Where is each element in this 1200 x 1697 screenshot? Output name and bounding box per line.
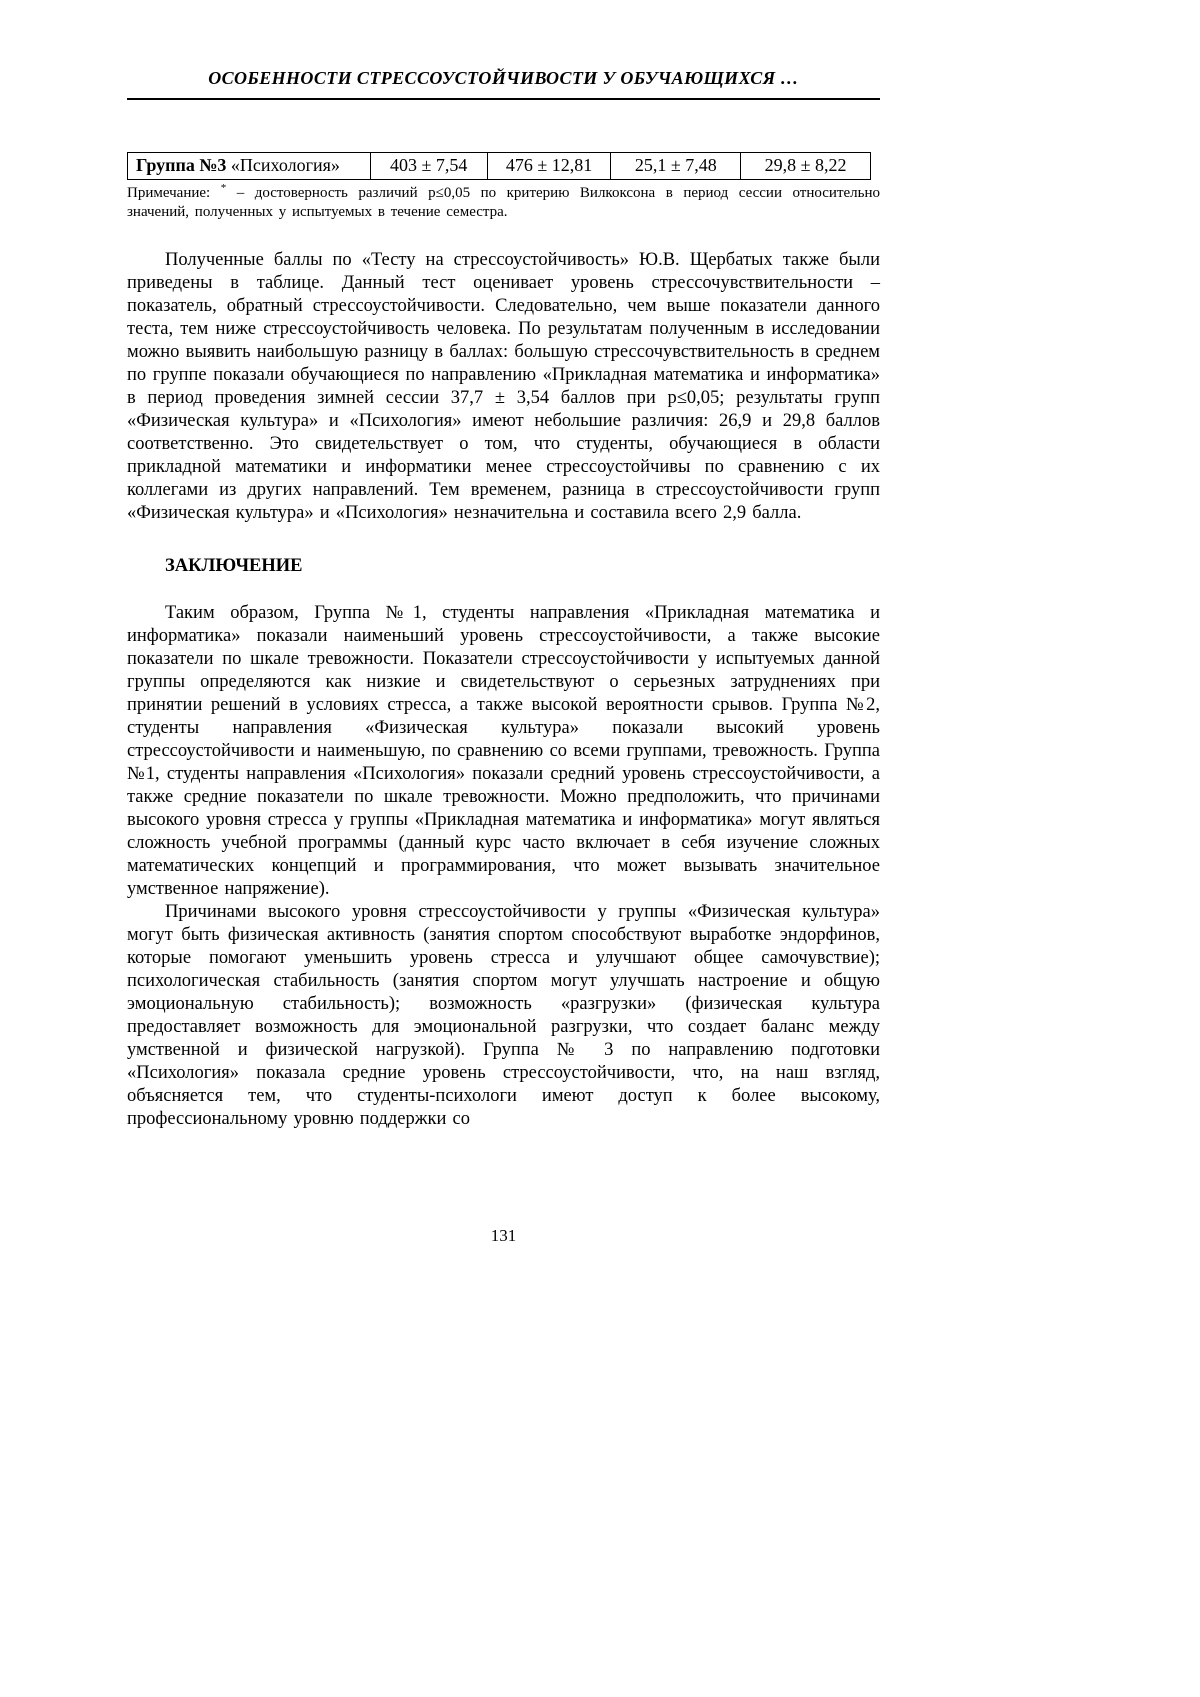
table-cell-group xyxy=(128,153,371,180)
table-cell-value: 29,8 ± 8,22 xyxy=(741,153,871,180)
running-head xyxy=(127,68,880,100)
note-text: – достоверность различий p≤0,05 по критерию Вилкоксона в период сессии относительно значений, полученных у испытуемых в течение семестра. xyxy=(127,185,881,220)
paragraph: Причинами высокого уровня стрессоустойчивости у группы «Физическая культура» могут быть физическая активность (занятия спортом способствуют выработке эндорфинов, которые помогают уменьшить уровень стресса и улучшают общее самочувствие); психологическая стабильность (занятия спортом могут улучшать настроение и общую эмоциональную стабильность); возможность «разгрузки» (физическая культура предоставляет возможность для эмоциональной разгрузки, что создает баланс между умственной и физической нагрузкой). Группа № 3 по направлению подготовки «Психология» показала средние уровень стрессоустойчивости, что, на наш взгляд, объясняется тем, что студенты-психологи имеют доступ к более высокому, профессиональному уровню поддержки со xyxy=(127,902,880,1129)
section-heading: ЗАКЛЮЧЕНИЕ xyxy=(165,556,303,576)
body-text xyxy=(127,249,880,1131)
note-asterisk: * xyxy=(220,182,227,194)
page-number: 131 xyxy=(490,1226,517,1245)
table-cell-value: 403 ± 7,54 xyxy=(370,153,487,180)
paragraph: Полученные баллы по «Тесту на стрессоустойчивость» Ю.В. Щербатых также были приведены в таблице. Данный тест оценивает уровень стрессочувствительности – показатель, обратный стрессоустойчивости. Следовательно, чем выше показатели данного теста, тем ниже стрессоустойчивость человека. По результатам полученным в исследовании можно выявить наибольшую разницу в баллах: большую стрессочувствительность в среднем по группе показали обучающиеся по направлению «Прикладная математика и информатика» в период проведения зимней сессии 37,7 ± 3,54 баллов при p≤0,05; результаты групп «Физическая культура» и «Психология» имеют небольшие различия: 26,9 и 29,8 баллов соответственно. Это свидетельствует о том, что студенты, обучающиеся в области прикладной математики и информатики менее стрессоустойчивы по сравнению с их коллегами из других направлений. Тем временем, разница в стрессоустойчивости групп «Физическая культура» и «Психология» незначительна и составила всего 2,9 балла. xyxy=(127,250,880,523)
note-label: Примечание: xyxy=(127,185,211,201)
page-content xyxy=(127,68,880,1131)
table-row xyxy=(128,153,871,180)
table-cell-value: 476 ± 12,81 xyxy=(487,153,611,180)
table-note xyxy=(127,184,880,222)
table-cell-value: 25,1 ± 7,48 xyxy=(611,153,741,180)
paragraph: Таким образом, Группа №1, студенты направления «Прикладная математика и информатика» показали наименьший уровень стрессоустойчивости, а также высокие показатели по шкале тревожности. Показатели стрессоустойчивости у испытуемых данной группы определяются как низкие и свидетельствуют о серьезных затруднениях при принятии решений в условиях стресса, а также высокой вероятности срывов. Группа №2, студенты направления «Физическая культура» показали высокий уровень стрессоустойчивости и наименьшую, по сравнению со всеми группами, тревожность. Группа №1, студенты направления «Психология» показали средний уровень стрессоустойчивости, а также средние показатели по шкале тревожности. Можно предположить, что причинами высокого уровня стресса у группы «Прикладная математика и информатика» могут являться сложность учебной программы (данный курс часто включает в себя изучение сложных математических концепций и программирования, что может вызывать значительное умственное напряжение). xyxy=(127,603,880,899)
group-number: Группа №3 xyxy=(136,155,227,175)
running-head-text: ОСОБЕННОСТИ СТРЕССОУСТОЙЧИВОСТИ У ОБУЧАЮЩИХСЯ … xyxy=(208,68,799,88)
results-table xyxy=(127,152,871,180)
group-name: «Психология» xyxy=(226,155,340,175)
